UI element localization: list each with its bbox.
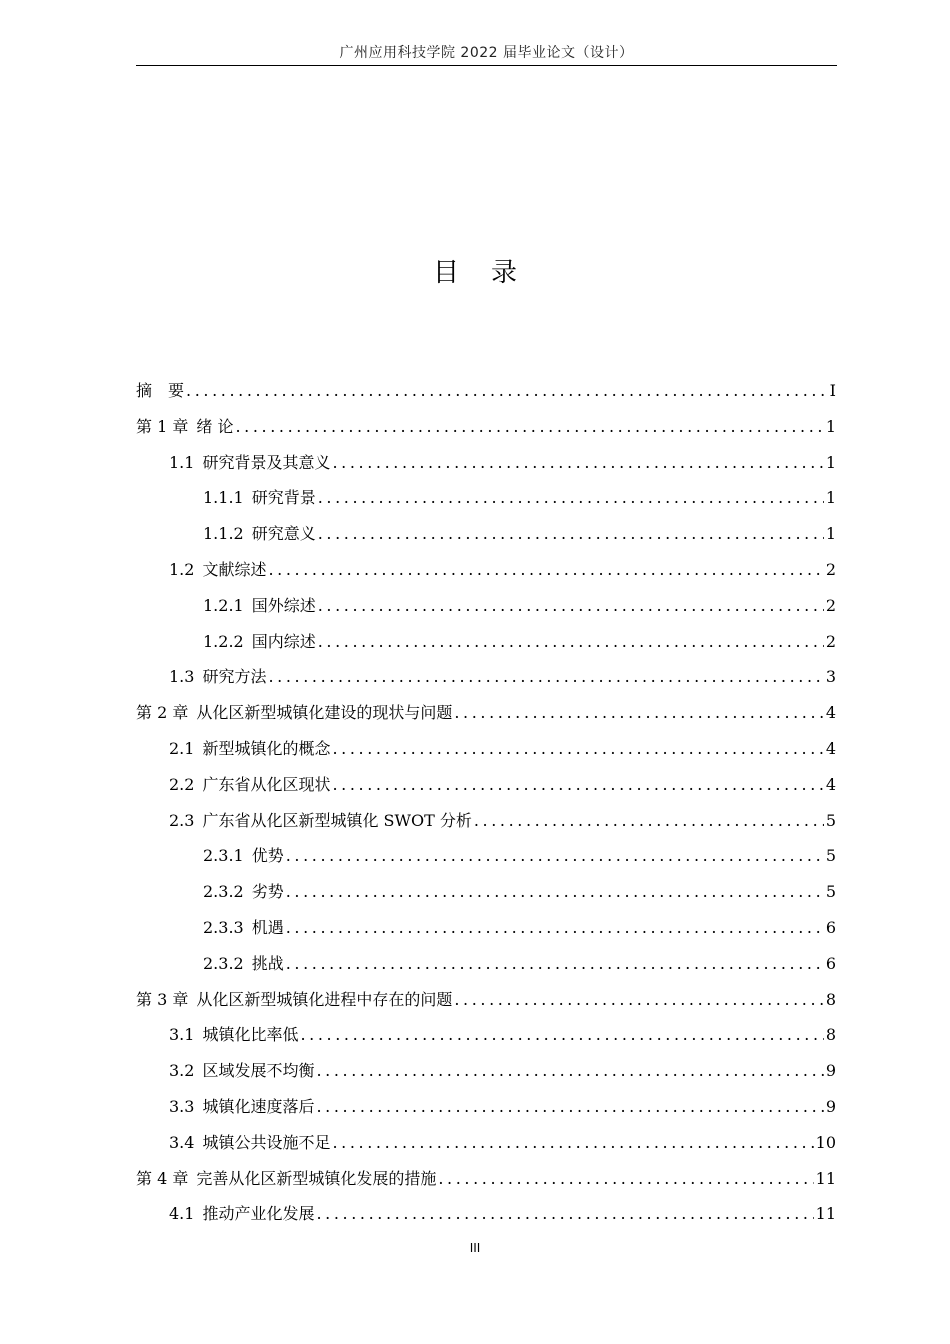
toc-dot-leader [186, 373, 828, 409]
toc-entry[interactable] [136, 731, 836, 767]
toc-entry-number: 2.3.2 [203, 953, 244, 973]
toc-entry-label: 国内综述 [251, 631, 316, 651]
toc-entry-number: 1.2.1 [203, 595, 244, 615]
toc-entry-label: 城镇化比率低 [202, 1025, 299, 1045]
toc-entry[interactable] [136, 409, 836, 445]
toc-entry-page: 11 [815, 1168, 836, 1188]
header-divider [136, 65, 837, 66]
toc-dot-leader [268, 552, 823, 588]
toc-dot-leader [454, 982, 823, 1018]
toc-entry[interactable] [136, 982, 836, 1018]
toc-entry-label: 广东省从化区现状 [202, 774, 331, 794]
page-title: 目录 [432, 258, 549, 288]
toc-dot-leader [332, 731, 823, 767]
toc-entry-label: 从化区新型城镇化进程中存在的问题 [196, 989, 453, 1009]
toc-entry-label: 机遇 [251, 917, 284, 937]
toc-entry-number: 2.2 [169, 774, 195, 794]
toc-entry-page: 1 [825, 524, 836, 544]
toc-entry[interactable] [136, 480, 836, 516]
toc-entry-number: 1.3 [169, 667, 195, 687]
toc-entry-label: 城镇公共设施不足 [202, 1132, 331, 1152]
toc-entry[interactable] [136, 373, 836, 409]
table-of-contents [136, 373, 836, 1232]
toc-entry-page: 9 [825, 1061, 836, 1081]
toc-entry-page: 3 [825, 667, 836, 687]
toc-entry-label: 国外综述 [251, 595, 316, 615]
toc-dot-leader [474, 803, 824, 839]
toc-entry-label: 完善从化区新型城镇化发展的措施 [196, 1168, 437, 1188]
toc-entry-label: 绪 论 [196, 416, 234, 436]
toc-entry-number: 3.3 [169, 1096, 195, 1116]
toc-dot-leader [286, 874, 824, 910]
toc-dot-leader [318, 480, 824, 516]
toc-entry-number: 1.2 [169, 559, 195, 579]
toc-entry-label: 区域发展不均衡 [202, 1061, 315, 1081]
toc-entry-number: 1.1.2 [203, 524, 244, 544]
toc-entry-label: 研究背景及其意义 [202, 452, 331, 472]
toc-dot-leader [235, 409, 823, 445]
toc-entry[interactable] [136, 1053, 836, 1089]
toc-entry-page: 10 [815, 1132, 836, 1152]
toc-entry-number: 2.1 [169, 738, 195, 758]
toc-entry[interactable] [136, 1089, 836, 1125]
toc-entry[interactable] [136, 1161, 836, 1197]
toc-entry-label: 城镇化速度落后 [202, 1096, 315, 1116]
toc-entry-page: 1 [825, 416, 836, 436]
toc-entry[interactable] [136, 1125, 836, 1161]
toc-entry-number: 1.1.1 [203, 488, 244, 508]
toc-dot-leader [316, 1196, 813, 1232]
toc-entry-number: 2.3 [169, 810, 195, 830]
toc-entry[interactable] [136, 874, 836, 910]
toc-dot-leader [286, 838, 824, 874]
toc-dot-leader [332, 767, 823, 803]
toc-entry-page: 4 [825, 774, 836, 794]
toc-entry-number: 3.2 [169, 1061, 195, 1081]
toc-entry[interactable] [136, 767, 836, 803]
toc-entry-label: 新型城镇化的概念 [202, 738, 331, 758]
toc-dot-leader [318, 588, 824, 624]
toc-entry-number: 3.4 [169, 1132, 195, 1152]
toc-entry[interactable] [136, 516, 836, 552]
toc-dot-leader [286, 946, 824, 982]
toc-entry[interactable] [136, 910, 836, 946]
running-header: 广州应用科技学院 2022 届毕业论文（设计） [339, 45, 634, 61]
toc-entry-number: 4.1 [169, 1204, 195, 1224]
toc-entry-label: 优势 [251, 846, 284, 866]
toc-entry[interactable] [136, 1196, 836, 1232]
page-number: III [469, 1241, 481, 1255]
toc-entry-label: 研究方法 [202, 667, 267, 687]
toc-entry[interactable] [136, 445, 836, 481]
toc-entry-label: 从化区新型城镇化建设的现状与问题 [196, 703, 453, 723]
toc-entry-number: 3.1 [169, 1025, 195, 1045]
toc-entry-number: 1.2.2 [203, 631, 244, 651]
toc-entry-page: 2 [825, 595, 836, 615]
toc-entry-number: 2.3.2 [203, 882, 244, 902]
toc-entry-page: 2 [825, 559, 836, 579]
toc-dot-leader [268, 659, 823, 695]
toc-dot-leader [318, 624, 824, 660]
toc-entry-label: 推动产业化发展 [202, 1204, 315, 1224]
toc-dot-leader [332, 1125, 813, 1161]
toc-entry[interactable] [136, 659, 836, 695]
toc-entry-page: 4 [825, 703, 836, 723]
toc-entry-label: 广东省从化区新型城镇化 SWOT 分析 [202, 810, 472, 830]
toc-entry[interactable] [136, 624, 836, 660]
toc-entry-page: 6 [825, 917, 836, 937]
toc-entry-number: 第 4 章 [136, 1168, 189, 1188]
toc-entry-page: 8 [825, 989, 836, 1009]
toc-entry-page: 11 [815, 1204, 836, 1224]
toc-entry-label: 挑战 [251, 953, 284, 973]
toc-entry-number: 2.3.3 [203, 917, 244, 937]
toc-entry-page: 6 [825, 953, 836, 973]
toc-entry[interactable] [136, 803, 836, 839]
toc-dot-leader [332, 445, 823, 481]
toc-entry[interactable] [136, 1017, 836, 1053]
toc-entry-page: 1 [825, 452, 836, 472]
toc-entry-number: 第 3 章 [136, 989, 189, 1009]
toc-entry-label: 摘 要 [136, 381, 185, 400]
toc-entry[interactable] [136, 946, 836, 982]
toc-entry-number: 1.1 [169, 452, 195, 472]
toc-entry-label: 劣势 [251, 882, 284, 902]
toc-entry-label: 研究意义 [251, 524, 316, 544]
toc-dot-leader [316, 1053, 823, 1089]
toc-dot-leader [454, 695, 823, 731]
toc-dot-leader [286, 910, 824, 946]
toc-dot-leader [438, 1161, 813, 1197]
toc-dot-leader [318, 516, 824, 552]
toc-entry-page: 5 [825, 882, 836, 902]
toc-entry-label: 文献综述 [202, 559, 267, 579]
toc-entry[interactable] [136, 588, 836, 624]
toc-entry-page: 1 [825, 488, 836, 508]
toc-entry-number: 2.3.1 [203, 846, 244, 866]
toc-dot-leader [300, 1017, 823, 1053]
toc-entry-page: 5 [825, 810, 836, 830]
toc-entry-label: 研究背景 [251, 488, 316, 508]
toc-entry[interactable] [136, 838, 836, 874]
toc-entry-page: 5 [825, 846, 836, 866]
toc-entry[interactable] [136, 695, 836, 731]
toc-entry-page: I [829, 381, 836, 400]
toc-dot-leader [316, 1089, 823, 1125]
toc-entry-page: 4 [825, 738, 836, 758]
toc-entry[interactable] [136, 552, 836, 588]
toc-entry-number: 第 1 章 [136, 416, 189, 436]
toc-entry-page: 9 [825, 1096, 836, 1116]
toc-entry-number: 第 2 章 [136, 703, 189, 723]
toc-entry-page: 8 [825, 1025, 836, 1045]
toc-entry-page: 2 [825, 631, 836, 651]
